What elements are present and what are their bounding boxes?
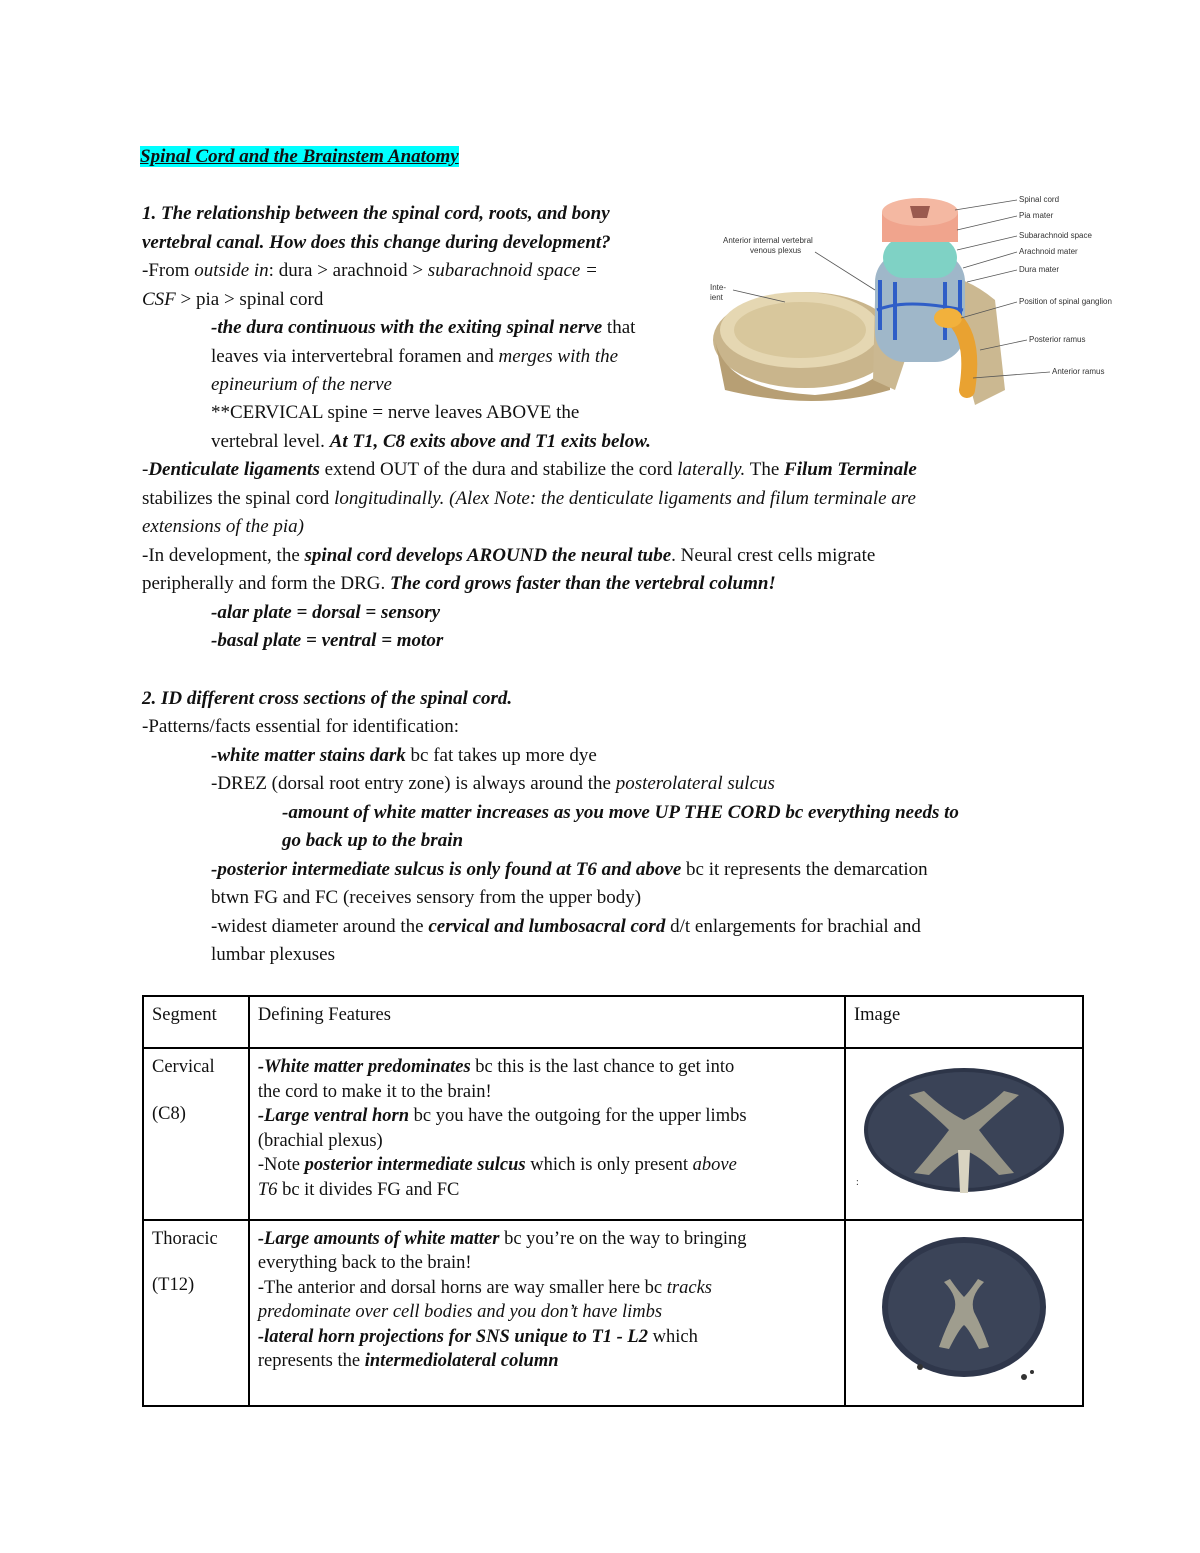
section1-line14: peripherally and form the DRG. The cord grows faster than the vertebral column!	[142, 573, 776, 594]
thoracic-cross-section-image	[854, 1227, 1074, 1392]
segment-table	[142, 995, 1084, 1407]
figure-label-venous-plexus-2: venous plexus	[750, 246, 802, 255]
section1-line9: vertebral level. At T1, C8 exits above and T1 exits below.	[211, 431, 651, 452]
section2-line5: go back up to the brain	[282, 830, 464, 851]
image-cell	[845, 1220, 1083, 1407]
figure-label-pia-mater: Pia mater	[1019, 211, 1054, 220]
section2-heading: 2. ID different cross sections of the spinal cord.	[142, 688, 513, 709]
features-cell: -White matter predominates bc this is the last chance to get into the cord to make it to the brain! -Large ventral horn bc you have the outgoing for the upper limbs (brachial plexus) -Note posterior intermediate sulcus which is only present above T6 bc it divides FG and FC	[249, 1048, 845, 1220]
section2-line8: -widest diameter around the cervical and lumbosacral cord d/t enlargements for brachial and	[211, 916, 921, 937]
figure-label-arachnoid-mater: Arachnoid mater	[1019, 247, 1078, 256]
figure-label-dura-mater: Dura mater	[1019, 265, 1060, 274]
section2-line9: lumbar plexuses	[211, 944, 336, 965]
section2-line3: -DREZ (dorsal root entry zone) is always around the posterolateral sulcus	[211, 773, 775, 794]
section2-line4: -amount of white matter increases as you move UP THE CORD bc everything needs to	[282, 802, 959, 823]
features-cell: -Large amounts of white matter bc you’re on the way to bringing everything back to the brain! -The anterior and dorsal horns are way smaller here bc tracks predominate over cell bodies and you don’t have limbs -lateral horn projections for SNS unique to T1 - L2 which represents the intermediolateral column	[249, 1220, 845, 1407]
segment-cell: Cervical (C8)	[143, 1048, 249, 1220]
figure-label-posterior-ramus: Posterior ramus	[1029, 335, 1086, 344]
section1-line13: -In development, the spinal cord develops AROUND the neural tube. Neural crest cells migrate	[142, 545, 876, 566]
figure-label-venous-plexus-1: Anterior internal vertebral	[723, 236, 813, 245]
section2-line6: -posterior intermediate sulcus is only found at T6 and above bc it represents the demarcation	[211, 859, 928, 880]
section1-line8: **CERVICAL spine = nerve leaves ABOVE the	[211, 402, 580, 423]
spinal-cord-anatomy-figure	[705, 190, 1125, 412]
table-row	[143, 1220, 1083, 1407]
table-header-row	[143, 996, 1083, 1048]
section1-heading-line1: 1. The relationship between the spinal cord, roots, and bony	[142, 203, 610, 224]
table-row	[143, 1048, 1083, 1220]
figure-label-subarachnoid-space: Subarachnoid space	[1019, 231, 1092, 240]
figure-label-spinal-cord: Spinal cord	[1019, 195, 1060, 204]
section1-line6: leaves via intervertebral foramen and merges with the	[211, 346, 619, 367]
header-image: Image	[845, 996, 1083, 1048]
figure-label-inte: Inte-	[710, 283, 727, 292]
section2-line7: btwn FG and FC (receives sensory from the upper body)	[211, 887, 642, 908]
header-segment: Segment	[143, 996, 249, 1048]
section1-line16: -basal plate = ventral = motor	[211, 630, 444, 651]
section1-line10: -Denticulate ligaments extend OUT of the dura and stabilize the cord laterally. The Filum Terminale	[142, 459, 917, 480]
segment-cell: Thoracic (T12)	[143, 1220, 249, 1407]
document-title: Spinal Cord and the Brainstem Anatomy	[140, 146, 459, 167]
section1-line3: -From outside in: dura > arachnoid > subarachnoid space =	[142, 260, 598, 281]
figure-label-ient: ient	[710, 293, 723, 302]
section1-line4: CSF > pia > spinal cord	[142, 289, 324, 310]
header-defining-features: Defining Features	[249, 996, 845, 1048]
section1-line15: -alar plate = dorsal = sensory	[211, 602, 441, 623]
svg-text::: :	[856, 1177, 859, 1188]
section2-line1: -Patterns/facts essential for identification:	[142, 716, 460, 737]
section1-line5: -the dura continuous with the exiting spinal nerve that	[211, 317, 636, 338]
section1-heading-line2: vertebral canal. How does this change during development?	[142, 232, 611, 253]
cervical-cross-section-image	[854, 1055, 1074, 1205]
section2-line2: -white matter stains dark bc fat takes up more dye	[211, 745, 597, 766]
figure-label-spinal-ganglion: Position of spinal ganglion	[1019, 297, 1112, 306]
section1-line7: epineurium of the nerve	[211, 374, 392, 395]
figure-label-anterior-ramus: Anterior ramus	[1052, 367, 1105, 376]
section1-line12: extensions of the pia)	[142, 516, 304, 537]
section1-line11: stabilizes the spinal cord longitudinally. (Alex Note: the denticulate ligaments and filum terminale are	[142, 488, 916, 509]
image-cell	[845, 1048, 1083, 1220]
